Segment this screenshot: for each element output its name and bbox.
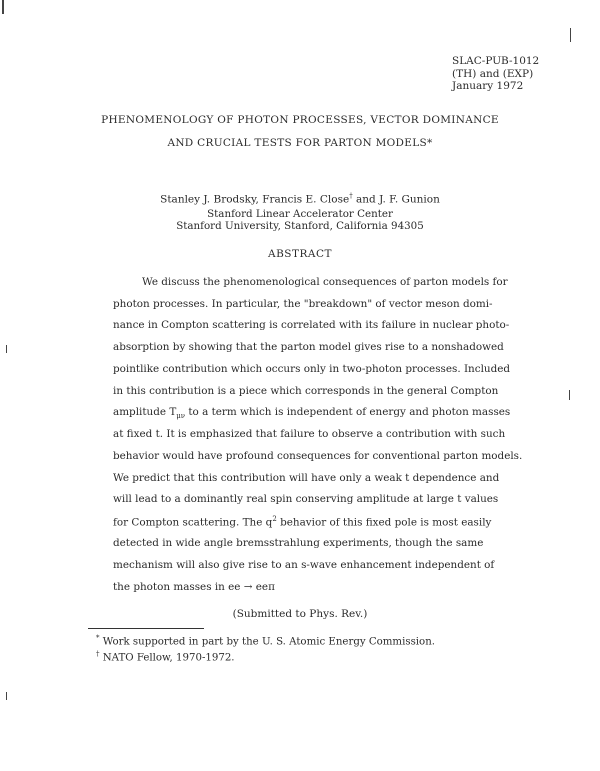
- abstract-line: nance in Compton scattering is correlated with its failure in nuclear photo-: [113, 319, 510, 331]
- abstract-line: We predict that this contribution will have only a weak t dependence and: [113, 472, 500, 484]
- submitted-note: (Submitted to Phys. Rev.): [232, 608, 368, 620]
- abstract-line: absorption by showing that the parton model gives rise to a nonshadowed: [113, 341, 504, 353]
- footnote-text: NATO Fellow, 1970-1972.: [99, 652, 235, 664]
- abstract-line: in this contribution is a piece which corresponds in the general Compton: [113, 385, 499, 397]
- affiliation-line-1: Stanford Linear Accelerator Center: [207, 208, 393, 220]
- footnote-mark: †: [96, 650, 100, 658]
- abstract-line: We discuss the phenomenological consequences of parton models for: [142, 276, 508, 288]
- amplitude-text: amplitude T: [113, 406, 177, 418]
- abstract-line: the photon masses in ee → eeπ: [113, 581, 275, 593]
- abstract-line: mechanism will also give rise to an s-wave enhancement independent of: [113, 559, 495, 571]
- abstract-line: photon processes. In particular, the "breakdown" of vector meson domi-: [113, 298, 493, 310]
- report-info: [452, 55, 539, 93]
- report-category: (TH) and (EXP): [452, 67, 534, 80]
- abstract-line: pointlike contribution which occurs only in two-photon processes. Included: [113, 363, 511, 375]
- abstract-heading: ABSTRACT: [267, 248, 333, 260]
- footnote-2: [96, 650, 235, 663]
- q-squared-exponent: 2: [272, 515, 277, 523]
- author-names-a: Stanley J. Brodsky, Francis E. Close: [160, 193, 350, 206]
- scan-edge-mark: [569, 390, 570, 400]
- abstract-line: will lead to a dominantly real spin conserving amplitude at large t values: [113, 493, 499, 505]
- q-text: for Compton scattering. The q: [113, 516, 273, 529]
- footnote-text: Work supported in part by the U. S. Atomic Energy Commission.: [99, 636, 435, 648]
- authors: [0, 192, 600, 206]
- scan-edge-mark: [6, 345, 7, 353]
- amplitude-text-cont: to a term which is independent of energy and photon masses: [185, 406, 511, 418]
- affiliation-line-2: Stanford University, Stanford, California 94305: [176, 220, 424, 232]
- report-number: SLAC-PUB-1012: [452, 55, 540, 67]
- abstract-line: behavior would have profound consequences for conventional parton models.: [113, 450, 523, 462]
- footnote-rule: [88, 628, 204, 629]
- author-names-b: and J. F. Gunion: [352, 193, 440, 206]
- title-line-2: AND CRUCIAL TESTS FOR PARTON MODELS*: [167, 137, 433, 149]
- mu-nu-subscript: μν: [176, 412, 186, 421]
- q-text-cont: behavior of this fixed pole is most easily: [276, 516, 492, 529]
- dagger-mark: †: [349, 192, 353, 200]
- title-line-1: PHENOMENOLOGY OF PHOTON PROCESSES, VECTOR DOMINANCE: [101, 114, 499, 126]
- abstract-line: at fixed t. It is emphasized that failure to observe a contribution with such: [113, 428, 506, 440]
- scan-edge-mark: [570, 28, 571, 42]
- abstract-line: [113, 515, 491, 528]
- abstract-line: detected in wide angle bremsstrahlung experiments, though the same: [113, 537, 484, 549]
- footnote-1: [96, 634, 435, 647]
- scan-edge-mark: [6, 692, 7, 700]
- report-date: January 1972: [452, 80, 524, 92]
- footnote-mark: *: [96, 634, 100, 642]
- scan-edge-mark: [2, 0, 4, 14]
- abstract-line: [113, 406, 510, 420]
